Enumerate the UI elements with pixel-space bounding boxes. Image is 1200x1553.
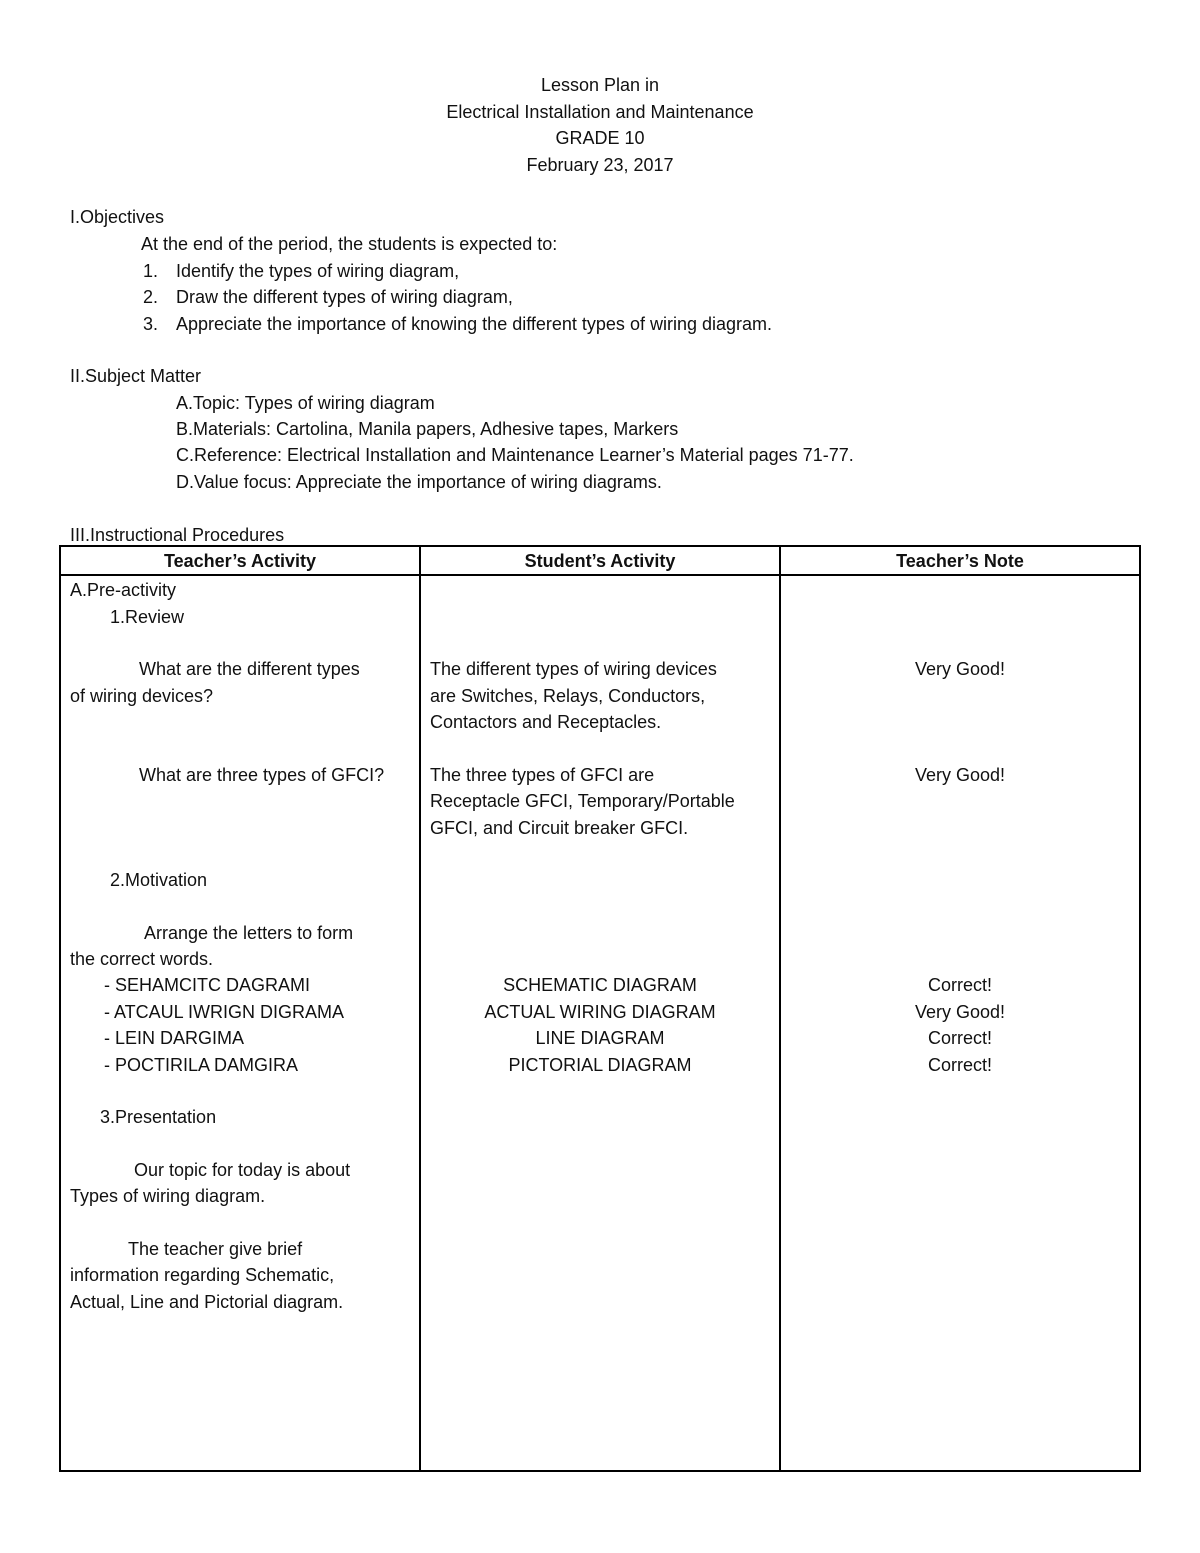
- objectives-intro: At the end of the period, the students is expected to:: [141, 234, 558, 254]
- objective-number: 3.: [142, 314, 158, 334]
- pre-activity-label: A.Pre-activity: [70, 580, 177, 600]
- review-answer-1-cont: are Switches, Relays, Conductors,: [430, 686, 706, 706]
- subject-matter-heading: II.Subject Matter: [70, 366, 202, 386]
- column-header-teacher: Teacher’s Activity: [163, 551, 317, 571]
- motivation-answer: ACTUAL WIRING DIAGRAM: [484, 1002, 716, 1022]
- objectives-heading: I.Objectives: [70, 207, 165, 227]
- review-question-2: What are three types of GFCI?: [139, 765, 385, 785]
- subject-reference: C.Reference: Electrical Installation and Maintenance Learner’s Material pages 71-77.: [176, 445, 854, 465]
- procedures-table: [59, 545, 1141, 1472]
- teacher-note: Correct!: [927, 975, 992, 995]
- subject-materials: B.Materials: Cartolina, Manila papers, Adhesive tapes, Markers: [176, 419, 679, 439]
- objective-text: Draw the different types of wiring diagram,: [176, 287, 513, 307]
- subject-value-focus: D.Value focus: Appreciate the importance of wiring diagrams.: [176, 472, 662, 492]
- review-answer-2-cont: GFCI, and Circuit breaker GFCI.: [430, 818, 689, 838]
- scrambled-word: - LEIN DARGIMA: [104, 1028, 245, 1048]
- column-header-note: Teacher’s Note: [896, 551, 1024, 571]
- review-answer-2: The three types of GFCI are: [430, 765, 655, 785]
- presentation-info-cont: Actual, Line and Pictorial diagram.: [70, 1292, 344, 1312]
- teacher-note: Correct!: [927, 1055, 992, 1075]
- presentation-label: 3.Presentation: [100, 1107, 217, 1127]
- motivation-instruction: Arrange the letters to form: [144, 923, 354, 943]
- motivation-instruction-cont: the correct words.: [70, 949, 214, 969]
- presentation-text-cont: Types of wiring diagram.: [70, 1186, 266, 1206]
- objective-number: 1.: [142, 261, 158, 281]
- doc-subject: Electrical Installation and Maintenance: [446, 102, 754, 122]
- teacher-note: Very Good!: [914, 1002, 1006, 1022]
- scrambled-word: - SEHAMCITC DAGRAMI: [104, 975, 311, 995]
- review-answer-1: The different types of wiring devices: [430, 659, 717, 679]
- column-header-student: Student’s Activity: [524, 551, 676, 571]
- teacher-note: Very Good!: [914, 765, 1006, 785]
- doc-date: February 23, 2017: [526, 155, 674, 175]
- header-divider: [61, 574, 1139, 576]
- review-label: 1.Review: [110, 607, 185, 627]
- presentation-text: Our topic for today is about: [134, 1160, 351, 1180]
- objective-text: Identify the types of wiring diagram,: [176, 261, 460, 281]
- motivation-answer: SCHEMATIC DIAGRAM: [503, 975, 697, 995]
- doc-grade: GRADE 10: [555, 128, 645, 148]
- presentation-info: The teacher give brief: [128, 1239, 303, 1259]
- scrambled-word: - ATCAUL IWRIGN DIGRAMA: [104, 1002, 345, 1022]
- motivation-answer: LINE DIAGRAM: [535, 1028, 665, 1048]
- teacher-note: Correct!: [927, 1028, 992, 1048]
- review-question-1: What are the different types: [139, 659, 360, 679]
- review-answer-2-cont: Receptacle GFCI, Temporary/Portable: [430, 791, 735, 811]
- presentation-info-cont: information regarding Schematic,: [70, 1265, 335, 1285]
- subject-topic: A.Topic: Types of wiring diagram: [176, 393, 435, 413]
- motivation-label: 2.Motivation: [110, 870, 208, 890]
- doc-title: Lesson Plan in: [540, 75, 660, 95]
- review-question-1-cont: of wiring devices?: [70, 686, 214, 706]
- review-answer-1-cont: Contactors and Receptacles.: [430, 712, 662, 732]
- objective-number: 2.: [142, 287, 158, 307]
- scrambled-word: - POCTIRILA DAMGIRA: [104, 1055, 299, 1075]
- motivation-answer: PICTORIAL DIAGRAM: [508, 1055, 692, 1075]
- teacher-note: Very Good!: [914, 659, 1006, 679]
- objective-text: Appreciate the importance of knowing the different types of wiring diagram.: [176, 314, 772, 334]
- procedures-heading: III.Instructional Procedures: [70, 525, 285, 545]
